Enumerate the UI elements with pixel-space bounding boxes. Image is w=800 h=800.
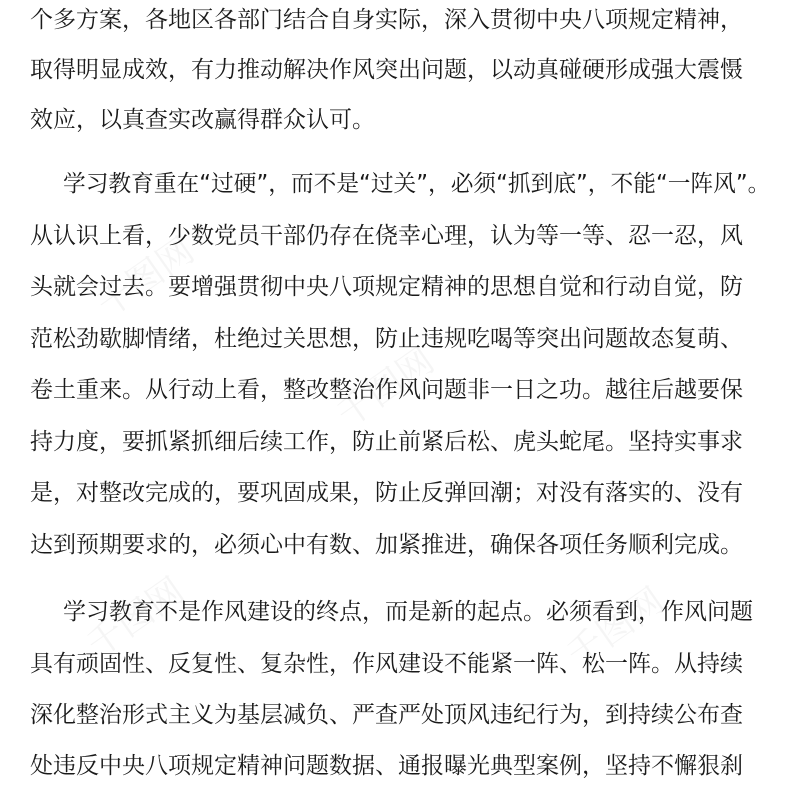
text-line-content: 效应，以真查实改赢得群众认可。 [30,107,375,133]
text-line [0,0,800,40]
watermark: 千图网 [79,570,192,666]
text-line [0,319,800,359]
text-line-content: 个多方案，各地区各部门结合自身实际，深入贯彻中央八项规定精神， [30,7,743,33]
text-line-content: 范松劲歇脚情绪，杜绝过关思想，防止违规吃喝等突出问题故态复萌、 [30,326,743,352]
text-line-content: 从认识上看，少数党员干部仍存在侥幸心理，认为等一等、忍一忍，风 [30,223,743,249]
text-line [0,473,800,513]
text-line [0,267,800,307]
text-line-content: 达到预期要求的，必须心中有数、加紧推进，确保各项任务顺利完成。 [30,532,743,558]
text-line [0,525,800,565]
text-line [0,592,800,632]
text-line-content: 具有顽固性、反复性、复杂性，作风建设不能紧一阵、松一阵。从持续 [30,651,743,677]
text-line [0,216,800,256]
text-line-content: 深化整治形式主义为基层减负、严查严处顶风违纪行为，到持续公布查 [30,702,743,728]
watermark: 千图网 [329,340,442,436]
text-line-content: 是，对整改完成的，要巩固成果，防止反弹回潮；对没有落实的、没有 [30,480,743,506]
text-line [0,644,800,684]
text-line-content: 卷土重来。从行动上看，整改整治作风问题非一日之功。越往后越要保 [30,377,743,403]
text-line-content: 取得明显成效，有力推动解决作风突出问题，以动真碰硬形成强大震慑 [30,57,743,83]
text-line [0,422,800,462]
text-line-content: 头就会过去。要增强贯彻中央八项规定精神的思想自觉和行动自觉，防 [30,274,743,300]
watermark: 千图网 [89,230,202,326]
text-line-content: 学习教育重在“过硬”，而不是“过关”，必须“抓到底”，不能“一阵风”。 [63,171,771,197]
text-line [0,100,800,140]
text-line-content: 学习教育不是作风建设的终点，而是新的起点。必须看到，作风问题 [63,599,753,625]
text-line-content: 持力度，要抓紧抓细后续工作，防止前紧后松、虎头蛇尾。坚持实事求 [30,429,743,455]
watermark: 千图网 [559,580,672,676]
text-line-content: 处违反中央八项规定精神问题数据、通报曝光典型案例，坚持不懈狠刹 [30,753,743,779]
text-line [0,164,800,204]
text-line [0,695,800,735]
text-line [0,50,800,90]
text-line [0,746,800,786]
text-line [0,370,800,410]
